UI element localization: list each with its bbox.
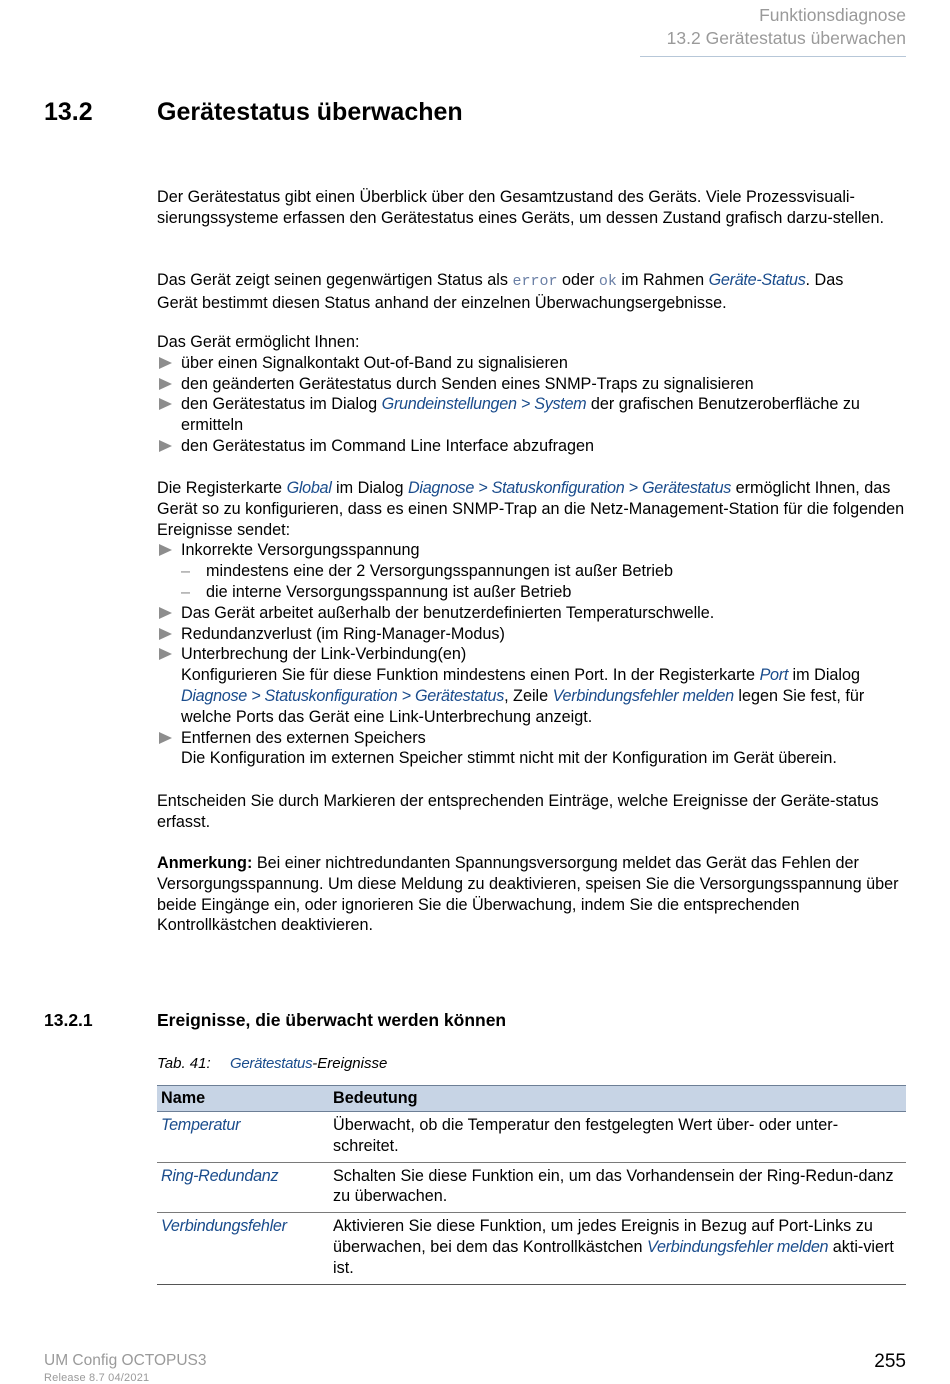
triangle-bullet-icon <box>159 648 172 660</box>
list-item: den Gerätestatus im Dialog Grundeinstellungen > System der grafischen Benutzeroberfläche zu ermitteln <box>157 394 909 436</box>
table-row: Verbindungsfehler Aktivieren Sie diese Funktion, um jedes Ereignis in Bezug auf Port-Links zu überwachen, bei dem das Kontrollkästchen Verbindungsfehler melden akti-viert ist. <box>157 1213 906 1284</box>
code-error: error <box>512 273 558 290</box>
table-caption: Tab. 41: Gerätestatus-Ereignisse <box>157 1055 388 1072</box>
list-item: Entfernen des externen Speichers Die Konfiguration im externen Speicher stimmt nicht mit der Konfiguration im Gerät überein. <box>157 728 909 770</box>
selection-paragraph: Entscheiden Sie durch Markieren der entsprechenden Einträge, welche Ereignisse der Geräte-status erfasst. <box>157 792 879 831</box>
link-verbindungsfehler-melden[interactable]: Verbindungsfehler melden <box>552 686 734 705</box>
code-ok: ok <box>598 273 617 290</box>
list-item: den geänderten Gerätestatus durch Senden eines SNMP-Traps zu signalisieren <box>157 374 909 395</box>
link-diagnose-geraetestatus-2[interactable]: Diagnose > Statuskonfiguration > Gerätestatus <box>181 686 505 705</box>
table-row: Temperatur Überwacht, ob die Temperatur den festgelegten Wert über- oder unter-schreitet. <box>157 1112 906 1163</box>
link-temperatur[interactable]: Temperatur <box>161 1116 241 1134</box>
events-paragraph: Die Registerkarte Global im Dialog Diagnose > Statuskonfiguration > Gerätestatus ermöglicht Ihnen, das Gerät so zu konfigurieren, dass es einen SNMP-Trap an die Netz-Management-Station für die folgenden Ereignisse sendet: Inkorrekte Versorgungsspannung – mindestens eine der 2 Versorgungsspannungen ist außer Betrieb – die interne Versorgungsspannung ist außer Betrieb Das Gerät arbeitet außerhalb der benutzerdefinierten Temperaturschwelle. Redundanzverlust (im Ring-Manager-Modus) Unterbrechung der Link-Verbindung(en) Konfigurieren Sie für diese Funktion mindestens einen Port. In der Registerkarte Port im Dialog Diagnose > Statuskonfiguration > Gerätestatus, Zeile Verbindungsfehler melden legen Sie fest, für welche Ports das Gerät eine Link-Unterbrechung anzeigt. Entfernen des externen Speichers Die Konfiguration im externen Speicher stimmt nicht mit der Konfiguration im Gerät überein. <box>157 478 909 769</box>
running-header-section: 13.2 Gerätestatus überwachen <box>666 28 906 48</box>
status-paragraph: Das Gerät zeigt seinen gegenwärtigen Status als error oder ok im Rahmen Geräte-Status. Das Gerät bestimmt diesen Status anhand der einzelnen Überwachungsergebnisse. <box>157 271 844 312</box>
col-name: Name <box>157 1086 329 1112</box>
note-label: Anmerkung: <box>157 854 253 872</box>
section-title: Gerätestatus überwachen <box>157 98 463 126</box>
table-number: Tab. 41: <box>157 1055 211 1072</box>
header-rule <box>640 56 906 57</box>
triangle-bullet-icon <box>159 544 172 556</box>
list-item: Das Gerät arbeitet außerhalb der benutzerdefinierten Temperaturschwelle. <box>157 603 909 624</box>
subsection-number: 13.2.1 <box>44 1010 93 1030</box>
dash-bullet: – <box>181 562 191 581</box>
table-header-row <box>157 1086 906 1112</box>
link-grundeinstellungen-system[interactable]: Grundeinstellungen > System <box>381 395 587 414</box>
running-header <box>667 4 906 50</box>
triangle-bullet-icon <box>159 607 172 619</box>
intro-paragraph: Der Gerätestatus gibt einen Überblick über den Gesamtzustand des Geräts. Viele Prozessvisuali-sierungssysteme erfassen den Gerätestatus eines Geräts, um dessen Zustand grafisch darzu-stellen. <box>157 188 884 227</box>
triangle-bullet-icon <box>159 628 172 640</box>
events-table <box>157 1085 906 1285</box>
list-item: Unterbrechung der Link-Verbindung(en) Konfigurieren Sie für diese Funktion mindestens einen Port. In der Registerkarte Port im Dialog Diagnose > Statuskonfiguration > Gerätestatus, Zeile Verbindungsfehler melden legen Sie fest, für welche Ports das Gerät eine Link-Unterbrechung anzeigt. <box>157 644 909 727</box>
list-item: Redundanzverlust (im Ring-Manager-Modus) <box>157 624 909 645</box>
footer-doc-title: UM Config OCTOPUS3 <box>44 1352 207 1369</box>
list-item: über einen Signalkontakt Out-of-Band zu signalisieren <box>157 353 909 374</box>
link-geraetestatus[interactable]: Gerätestatus <box>230 1055 313 1072</box>
running-header-chapter: Funktionsdiagnose <box>759 5 906 25</box>
link-port[interactable]: Port <box>759 666 789 685</box>
page-number: 255 <box>874 1351 906 1372</box>
col-bedeutung: Bedeutung <box>329 1086 906 1112</box>
sub-list-item: – mindestens eine der 2 Versorgungsspannungen ist außer Betrieb <box>181 562 674 581</box>
sub-list-item: – die interne Versorgungsspannung ist außer Betrieb <box>181 582 572 601</box>
link-global[interactable]: Global <box>286 479 332 497</box>
capabilities-list: Das Gerät ermöglicht Ihnen: über einen Signalkontakt Out-of-Band zu signalisieren den geänderten Gerätestatus durch Senden eines SNMP-Traps zu signalisieren den Gerätestatus im Dialog Grundeinstellungen > System der grafischen Benutzeroberfläche zu ermitteln den Gerätestatus im Command Line Interface abzufragen <box>157 332 909 457</box>
section-number: 13.2 <box>44 98 93 126</box>
link-diagnose-geraetestatus[interactable]: Diagnose > Statuskonfiguration > Gerätestatus <box>408 479 732 497</box>
link-ring-redundanz[interactable]: Ring-Redundanz <box>161 1166 279 1185</box>
link-verbindungsfehler-melden-2[interactable]: Verbindungsfehler melden <box>647 1237 829 1256</box>
triangle-bullet-icon <box>159 398 172 410</box>
triangle-bullet-icon <box>159 732 172 744</box>
table-row: Ring-Redundanz Schalten Sie diese Funktion ein, um das Vorhandensein der Ring-Redun-danz zu überwachen. <box>157 1162 906 1213</box>
subsection-title: Ereignisse, die überwacht werden können <box>157 1010 507 1030</box>
triangle-bullet-icon <box>159 440 172 452</box>
list-item: den Gerätestatus im Command Line Interface abzufragen <box>157 436 909 457</box>
dash-bullet: – <box>181 582 191 601</box>
link-geraete-status[interactable]: Geräte-Status <box>708 271 806 289</box>
triangle-bullet-icon <box>159 357 172 369</box>
note-paragraph: Anmerkung: Bei einer nichtredundanten Spannungsversorgung meldet das Gerät das Fehlen der Versorgungsspannung. Um diese Meldung zu deaktivieren, speisen Sie die Versorgungsspannung über beide Eingänge ein, oder ignorieren Sie die Überwachung, indem Sie die entsprechenden Kontrollkästchen deaktivieren. <box>157 854 899 935</box>
footer-release: Release 8.7 04/2021 <box>44 1372 150 1384</box>
triangle-bullet-icon <box>159 378 172 390</box>
list-item: Inkorrekte Versorgungsspannung <box>157 540 909 561</box>
link-verbindungsfehler[interactable]: Verbindungsfehler <box>161 1217 287 1236</box>
